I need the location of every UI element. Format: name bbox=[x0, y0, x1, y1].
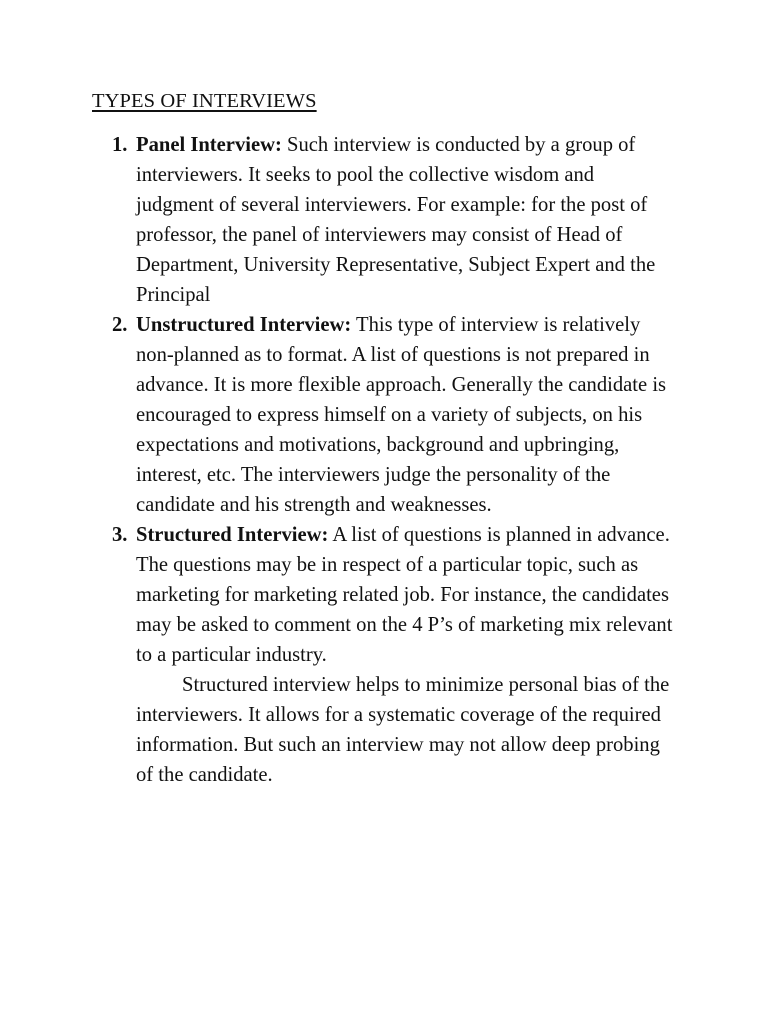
interview-types-list bbox=[112, 130, 676, 790]
list-item-structured-interview bbox=[112, 520, 676, 790]
list-item-paragraph bbox=[136, 520, 676, 670]
list-item-continuation: Structured interview helps to minimize personal bias of the interviewers. It allows for a systematic coverage of the required information. But such an interview may not allow deep probing of the candidate. bbox=[136, 674, 670, 786]
list-item-number: 3. bbox=[112, 524, 128, 546]
list-item-number: 2. bbox=[112, 314, 128, 336]
list-item-paragraph bbox=[136, 310, 676, 520]
list-item-text: This type of interview is relatively non-planned as to format. A list of questions is not prepared in advance. It is more flexible approach. Generally the candidate is encouraged to express himself on a variety of subjects, on his expectations and motivations, background and upbringing, interest, etc. The interviewers judge the personality of the candidate and his strength and weaknesses. bbox=[136, 314, 667, 516]
list-item-heading: Structured Interview: bbox=[136, 524, 329, 546]
list-item-paragraph bbox=[136, 130, 676, 310]
document-title: TYPES OF INTERVIEWS bbox=[92, 90, 317, 112]
list-item-unstructured-interview bbox=[112, 310, 676, 520]
list-item-heading: Panel Interview: bbox=[136, 134, 282, 156]
list-item-text: A list of questions is planned in advance. The questions may be in respect of a particular topic, such as marketing for marketing related job. For instance, the candidates may be asked to comment on the 4 P’s of marketing mix relevant to a particular industry. bbox=[136, 524, 673, 666]
list-item-number: 1. bbox=[112, 134, 128, 156]
list-item-panel-interview bbox=[112, 130, 676, 310]
list-item-heading: Unstructured Interview: bbox=[136, 314, 352, 336]
list-item-text: Such interview is conducted by a group of interviewers. It seeks to pool the collective wisdom and judgment of several interviewers. For example: for the post of professor, the panel of interviewers may consist of Head of Department, University Representative, Subject Expert and the Principal bbox=[136, 134, 656, 306]
